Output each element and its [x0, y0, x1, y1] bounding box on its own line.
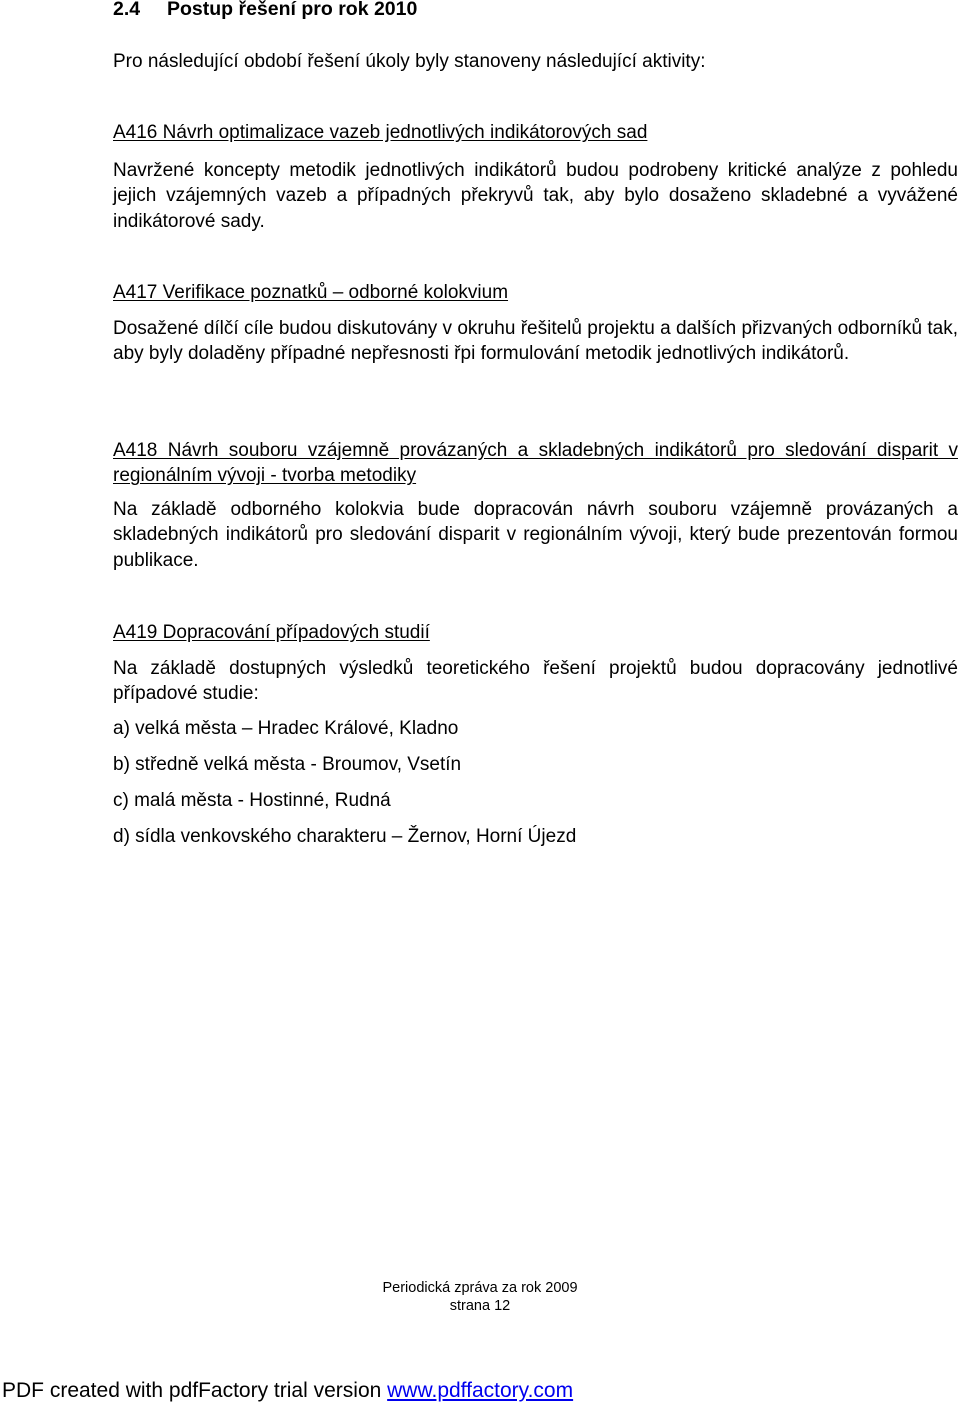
- activity-body-a416: Navržené koncepty metodik jednotlivých indikátorů budou podrobeny kritické analýze z pohledu jejich vzájemných vazeb a případných překryvů tak, aby bylo dosaženo skladebné a vyvážené indikátorové sady.: [113, 160, 958, 232]
- pdf-creator-note: [2, 1379, 573, 1403]
- section-title: Postup řešení pro rok 2010: [167, 0, 418, 20]
- footer-report: Periodická zpráva za rok 2009: [382, 1280, 578, 1296]
- intro-paragraph: Pro následující období řešení úkoly byly stanoveny následující aktivity:: [113, 51, 706, 72]
- case-study-item: a) velká města – Hradec Králové, Kladno: [113, 718, 459, 739]
- activity-body-a417: Dosažené dílčí cíle budou diskutovány v okruhu řešitelů projektu a dalších přizvaných odborníků tak, aby byly doladěny případné nepřesnosti řpi formulování metodik jednotlivých indikátorů.: [113, 318, 958, 365]
- pdf-note-text: PDF created with pdfFactory trial version: [2, 1379, 388, 1402]
- pdffactory-link[interactable]: www.pdffactory.com: [387, 1379, 574, 1402]
- activity-body-a419: Na základě dostupných výsledků teoretického řešení projektů budou dopracovány jednotlivé případové studie:: [113, 658, 958, 705]
- section-heading: [113, 0, 417, 21]
- activity-title-a417: A417 Verifikace poznatků – odborné kolokvium: [113, 282, 509, 303]
- case-study-item: b) středně velká města - Broumov, Vsetín: [113, 754, 462, 775]
- activity-body-a418: Na základě odborného kolokvia bude dopracován návrh souboru vzájemně provázaných a skladebných indikátorů pro sledování disparit v regionálním vývoji, který bude prezentován formou publikace.: [113, 499, 958, 571]
- activity-title-a416: A416 Návrh optimalizace vazeb jednotlivých indikátorových sad: [113, 122, 648, 143]
- case-study-item: d) sídla venkovského charakteru – Žernov, Horní Újezd: [113, 826, 577, 847]
- section-number: 2.4: [113, 0, 141, 20]
- activity-title-a418: A418 Návrh souboru vzájemně provázaných a skladebných indikátorů pro sledování disparit v regionálním vývoji - tvorba metodiky: [113, 440, 958, 487]
- document-page: [113, 0, 958, 1407]
- activity-title-a419: A419 Dopracování případových studií: [113, 622, 430, 643]
- case-study-item: c) malá města - Hostinné, Rudná: [113, 790, 391, 811]
- footer-page-number: strana 12: [449, 1298, 511, 1314]
